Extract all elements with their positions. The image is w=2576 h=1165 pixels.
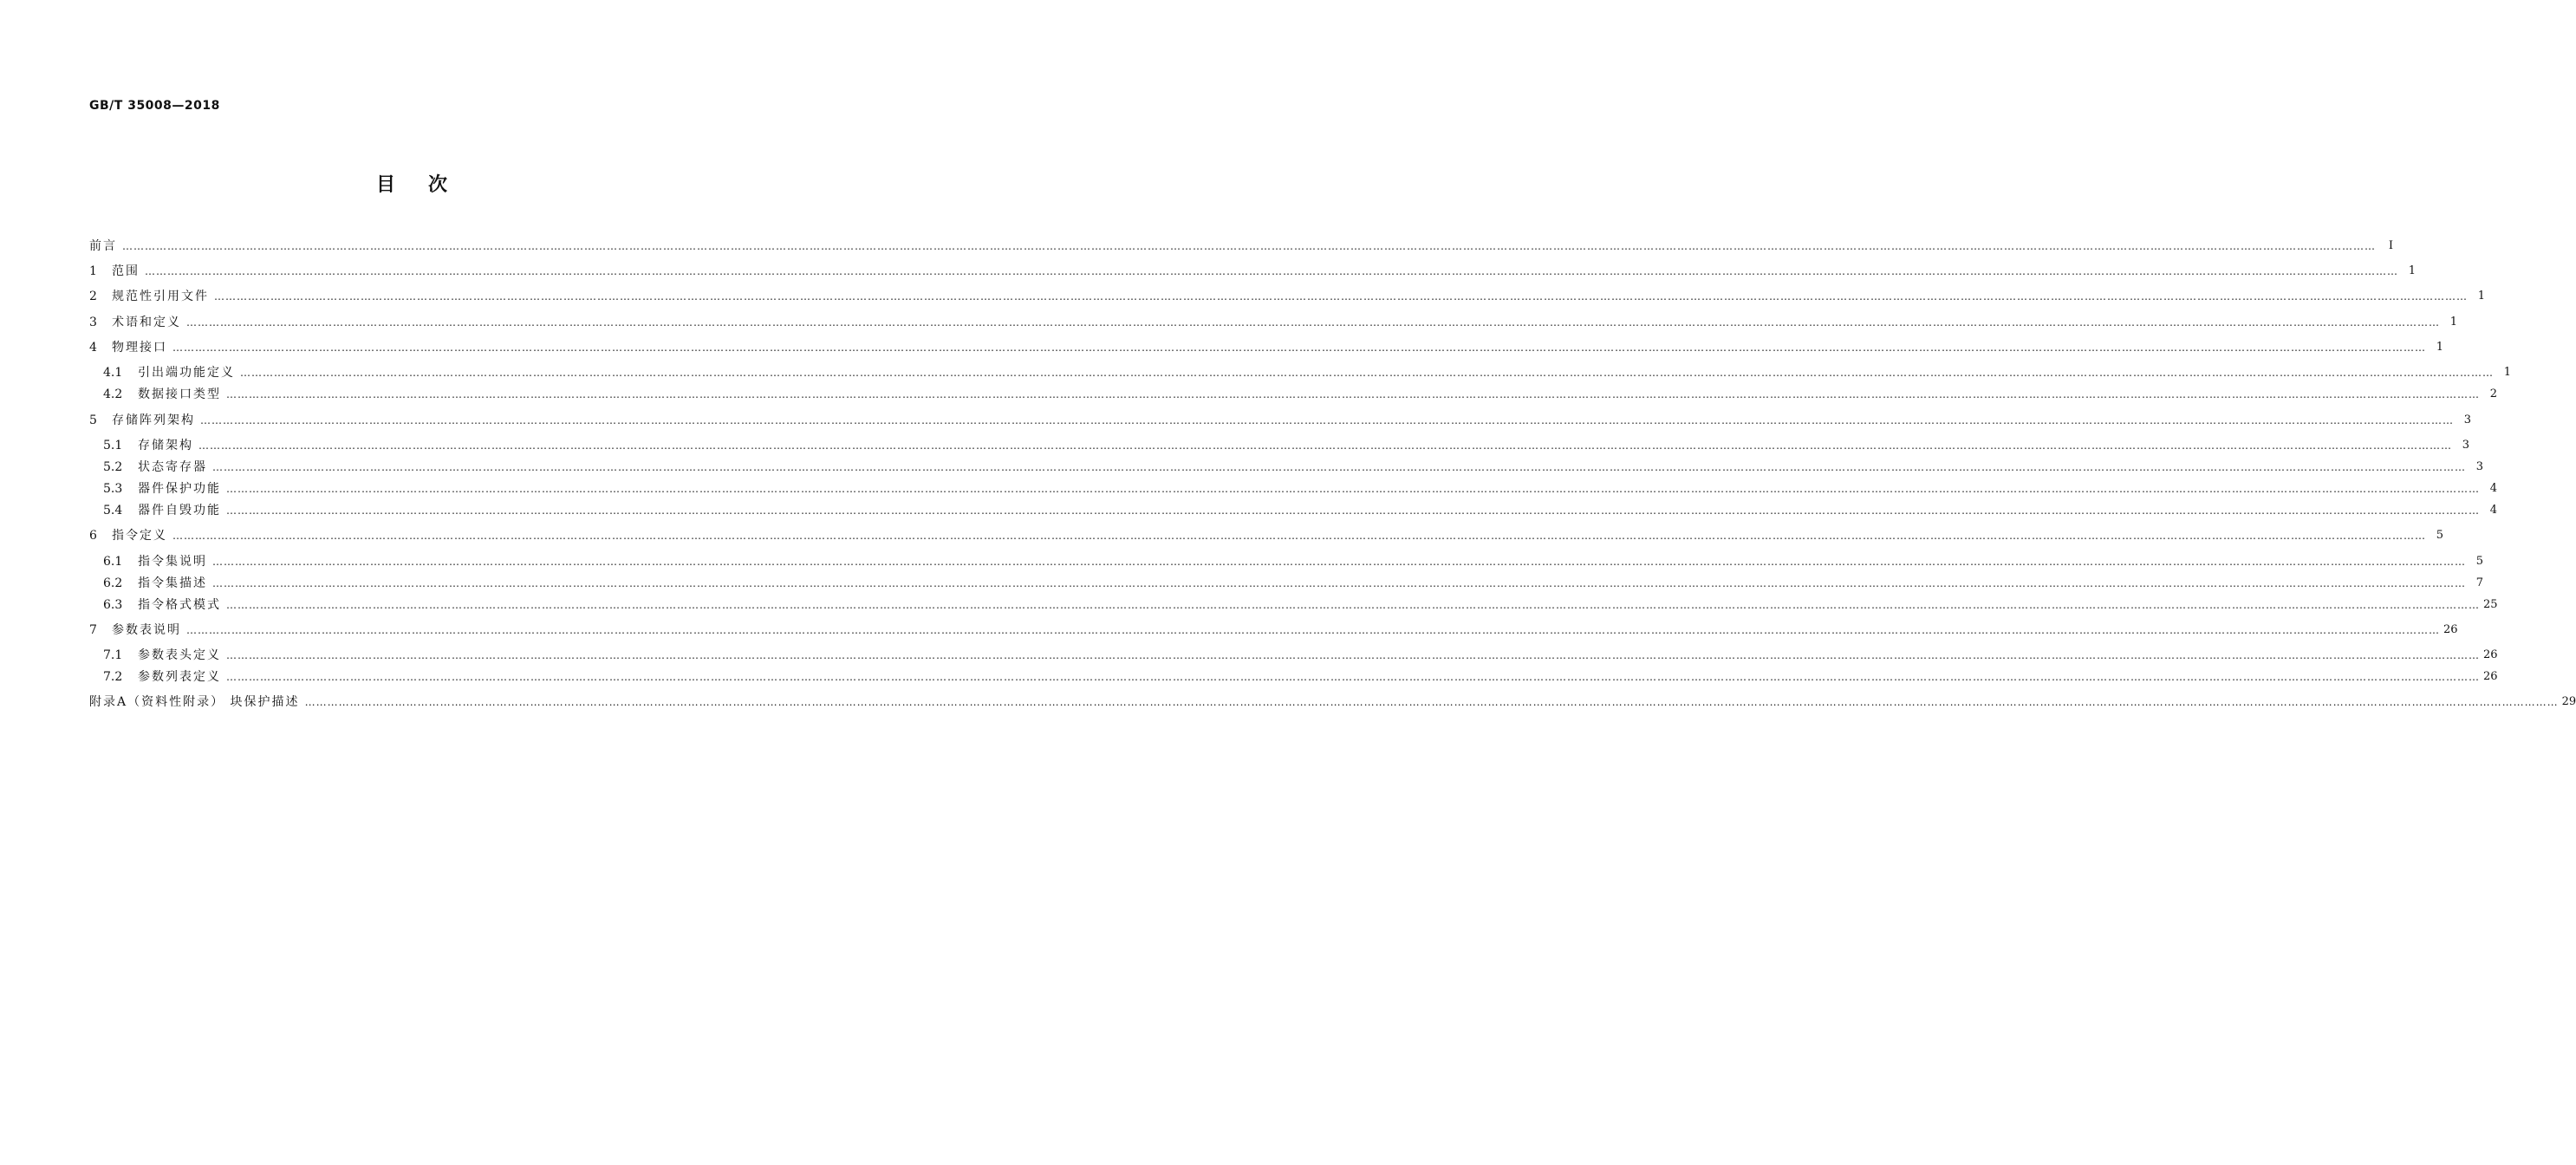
toc-entry-label: 存储阵列架构 bbox=[112, 413, 195, 427]
toc-leader-dots: …………………………………………………………………………………………………………………………………………………………………………………………………………………………………………………………………………………………………………………………………………………………………………………………………………………………………………………………………………………………………………………………………………………… bbox=[122, 240, 2376, 252]
toc-entry bbox=[89, 525, 2443, 546]
toc-entry-number: 6.3 bbox=[103, 598, 123, 612]
toc-entry bbox=[89, 620, 2458, 641]
toc-entry bbox=[103, 573, 2483, 594]
toc-entry bbox=[103, 595, 2498, 615]
toc-entry-label: 器件保护功能 bbox=[138, 482, 221, 496]
toc-entry-number: 6 bbox=[89, 529, 97, 543]
toc-entry-number: 5.1 bbox=[103, 439, 123, 452]
toc-entry-label: 状态寄存器 bbox=[138, 460, 207, 474]
toc-entry-label: 参数表说明 bbox=[112, 623, 181, 637]
toc-entry-page: 26 bbox=[2443, 623, 2458, 636]
toc-entry-page: 25 bbox=[2483, 598, 2498, 611]
toc-entry-number: 7 bbox=[89, 623, 97, 637]
toc-entry-number: 1 bbox=[89, 264, 97, 278]
toc-entry-page: 5 bbox=[2475, 555, 2483, 568]
toc-entry-number: 6.1 bbox=[103, 555, 123, 569]
toc-entry-number: 7.1 bbox=[103, 648, 123, 662]
toc-entry-number: 4.1 bbox=[103, 366, 123, 380]
toc-entry-label: 规范性引用文件 bbox=[112, 290, 209, 303]
toc-entry-page: 26 bbox=[2483, 648, 2498, 661]
toc-leader-dots: …………………………………………………………………………………………………………………………………………………………………………………………………………………………………………………………………………………………………………………………………………………………………………………………………………………………………………………………………………………………………………………………………………………… bbox=[226, 649, 2480, 661]
toc-entry bbox=[103, 645, 2498, 666]
toc-entry-page: 2 bbox=[2489, 387, 2497, 400]
toc-entry bbox=[103, 362, 2511, 383]
toc-entry-label: 存储架构 bbox=[138, 439, 193, 452]
toc-entry-page: 3 bbox=[2462, 439, 2469, 452]
toc-entry-label: 物理接口 bbox=[112, 341, 167, 355]
toc-entry bbox=[103, 500, 2497, 521]
toc-entry-label: 附录A（资料性附录） 块保护描述 bbox=[89, 695, 300, 709]
toc-entry bbox=[89, 286, 2485, 307]
toc-entry-number: 4 bbox=[89, 341, 97, 355]
toc-entry-label: 指令定义 bbox=[112, 529, 167, 543]
toc-entry bbox=[89, 312, 2457, 333]
toc-entry-page: 5 bbox=[2436, 529, 2443, 542]
toc-entry-label: 数据接口类型 bbox=[138, 387, 221, 401]
toc-entry bbox=[89, 337, 2443, 358]
toc-leader-dots: …………………………………………………………………………………………………………………………………………………………………………………………………………………………………………………………………………………………………………………………………………………………………………………………………………………………………………………………………………………………………………………………………………………… bbox=[226, 671, 2480, 683]
toc-leader-dots: …………………………………………………………………………………………………………………………………………………………………………………………………………………………………………………………………………………………………………………………………………………………………………………………………………………………………………………………………………………………………………………………………………………… bbox=[304, 696, 2559, 708]
toc-entry-label: 参数表头定义 bbox=[138, 648, 221, 662]
toc-entry bbox=[103, 551, 2483, 572]
toc-leader-dots: …………………………………………………………………………………………………………………………………………………………………………………………………………………………………………………………………………………………………………………………………………………………………………………………………………………………………………………………………………………………………………………………………………………… bbox=[214, 290, 2468, 303]
toc-leader-dots: …………………………………………………………………………………………………………………………………………………………………………………………………………………………………………………………………………………………………………………………………………………………………………………………………………………………………………………………………………………………………………………………………………………… bbox=[172, 530, 2426, 542]
toc-entry-label: 指令集描述 bbox=[138, 576, 207, 590]
toc-entry bbox=[103, 457, 2483, 478]
toc-entry-page: 1 bbox=[2503, 366, 2511, 379]
toc-entry-label: 指令格式模式 bbox=[138, 598, 221, 612]
toc-entry bbox=[103, 667, 2498, 687]
toc-entry-label: 引出端功能定义 bbox=[138, 366, 235, 380]
toc-entry bbox=[89, 410, 2471, 431]
toc-entry-page: 3 bbox=[2475, 460, 2483, 473]
toc-entry-number: 5.2 bbox=[103, 460, 123, 474]
toc-leader-dots: …………………………………………………………………………………………………………………………………………………………………………………………………………………………………………………………………………………………………………………………………………………………………………………………………………………………………………………………………………………………………………………………………………………… bbox=[198, 439, 2452, 452]
toc-leader-dots: …………………………………………………………………………………………………………………………………………………………………………………………………………………………………………………………………………………………………………………………………………………………………………………………………………………………………………………………………………………………………………………………………………………… bbox=[226, 388, 2480, 400]
toc-leader-dots: …………………………………………………………………………………………………………………………………………………………………………………………………………………………………………………………………………………………………………………………………………………………………………………………………………………………………………………………………………………………………………………………………………………… bbox=[200, 414, 2454, 426]
toc-entry-page: 1 bbox=[2477, 290, 2485, 303]
toc-entry-number: 5.4 bbox=[103, 504, 123, 517]
toc-entry-number: 2 bbox=[89, 290, 97, 303]
toc-entry-label: 参数列表定义 bbox=[138, 670, 221, 684]
toc-leader-dots: …………………………………………………………………………………………………………………………………………………………………………………………………………………………………………………………………………………………………………………………………………………………………………………………………………………………………………………………………………………………………………………………………………………… bbox=[186, 624, 2440, 636]
toc-entry-page: 1 bbox=[2408, 264, 2416, 277]
toc-leader-dots: …………………………………………………………………………………………………………………………………………………………………………………………………………………………………………………………………………………………………………………………………………………………………………………………………………………………………………………………………………………………………………………………………………………… bbox=[240, 367, 2494, 379]
toc-entry-number: 4.2 bbox=[103, 387, 123, 401]
toc-entry-label: 前言 bbox=[89, 239, 117, 253]
toc-leader-dots: …………………………………………………………………………………………………………………………………………………………………………………………………………………………………………………………………………………………………………………………………………………………………………………………………………………………………………………………………………………………………………………………………………………… bbox=[212, 556, 2466, 568]
toc-leader-dots: …………………………………………………………………………………………………………………………………………………………………………………………………………………………………………………………………………………………………………………………………………………………………………………………………………………………………………………………………………………………………………………………………………………… bbox=[226, 483, 2480, 495]
toc-entry bbox=[103, 384, 2497, 405]
toc-entry-page: 26 bbox=[2483, 670, 2498, 683]
toc-entry bbox=[89, 261, 2416, 282]
toc-entry-label: 器件自毁功能 bbox=[138, 504, 221, 517]
toc-entry-number: 5 bbox=[89, 413, 97, 427]
toc-entry-page: 4 bbox=[2489, 504, 2497, 517]
toc-entry-page: 7 bbox=[2475, 576, 2483, 589]
toc-entry bbox=[103, 435, 2469, 456]
toc-entry bbox=[89, 236, 2393, 257]
toc-entry-label: 术语和定义 bbox=[112, 316, 181, 329]
page-title: 目次 bbox=[375, 174, 480, 196]
toc-entry-number: 7.2 bbox=[103, 670, 123, 684]
toc-entry-page: Ⅰ bbox=[2388, 239, 2393, 252]
toc-leader-dots: …………………………………………………………………………………………………………………………………………………………………………………………………………………………………………………………………………………………………………………………………………………………………………………………………………………………………………………………………………………………………………………………………………………… bbox=[226, 504, 2480, 517]
toc-entry-page: 1 bbox=[2449, 316, 2457, 329]
toc-leader-dots: …………………………………………………………………………………………………………………………………………………………………………………………………………………………………………………………………………………………………………………………………………………………………………………………………………………………………………………………………………………………………………………………………………………… bbox=[226, 599, 2480, 611]
toc-entry-label: 范围 bbox=[112, 264, 140, 278]
toc-entry-number: 6.2 bbox=[103, 576, 123, 590]
toc-entry-number: 3 bbox=[89, 316, 97, 329]
toc-entry-page: 1 bbox=[2436, 341, 2443, 354]
toc-entry-number: 5.3 bbox=[103, 482, 123, 496]
toc-entry-page: 4 bbox=[2489, 482, 2497, 495]
toc-leader-dots: …………………………………………………………………………………………………………………………………………………………………………………………………………………………………………………………………………………………………………………………………………………………………………………………………………………………………………………………………………………………………………………………………………………… bbox=[172, 342, 2426, 354]
toc-entry bbox=[89, 692, 2576, 713]
document-number: GB/T 35008—2018 bbox=[89, 99, 220, 113]
toc-entry-page: 3 bbox=[2463, 413, 2471, 426]
toc-leader-dots: …………………………………………………………………………………………………………………………………………………………………………………………………………………………………………………………………………………………………………………………………………………………………………………………………………………………………………………………………………………………………………………………………………………… bbox=[212, 577, 2466, 589]
toc-entry-label: 指令集说明 bbox=[138, 555, 207, 569]
toc-leader-dots: …………………………………………………………………………………………………………………………………………………………………………………………………………………………………………………………………………………………………………………………………………………………………………………………………………………………………………………………………………………………………………………………………………………… bbox=[186, 316, 2440, 329]
toc-entry-page: 29 bbox=[2561, 695, 2576, 708]
toc-leader-dots: …………………………………………………………………………………………………………………………………………………………………………………………………………………………………………………………………………………………………………………………………………………………………………………………………………………………………………………………………………………………………………………………………………………… bbox=[212, 461, 2466, 473]
toc-leader-dots: …………………………………………………………………………………………………………………………………………………………………………………………………………………………………………………………………………………………………………………………………………………………………………………………………………………………………………………………………………………………………………………………………………………… bbox=[145, 265, 2398, 277]
toc-entry bbox=[103, 478, 2497, 499]
